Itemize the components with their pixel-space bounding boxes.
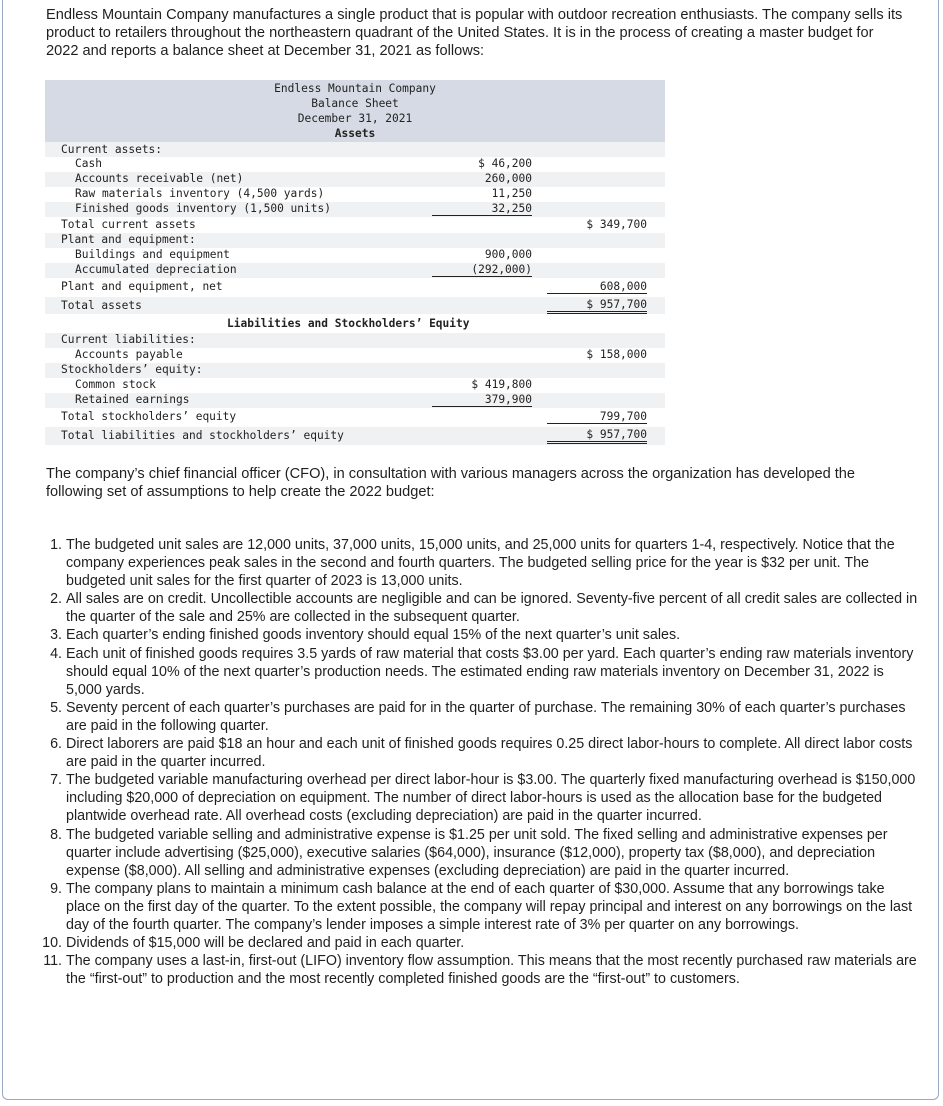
cs-label: Common stock — [75, 378, 156, 391]
assumption-item: 5. Seventy percent of each quarter’s purchases are paid for in the quarter of purchase. The remaining 30% of each quarter’s purchases are paid in the following quarter. — [66, 699, 918, 735]
re-label: Retained earnings — [75, 393, 190, 406]
total-assets-label: Total assets — [61, 299, 142, 312]
total-liab-se-value: $ 957,700 — [547, 428, 647, 444]
assumption-item: 6. Direct laborers are paid $18 an hour and each unit of finished goods requires 0.25 direct labor-hours to complete. All direct labor costs are paid in the quarter incurred. — [66, 735, 918, 771]
row-plant-net — [45, 280, 665, 295]
statement-title: Balance Sheet — [311, 97, 399, 110]
ar-value: 260,000 — [484, 172, 532, 185]
row-finished-goods — [45, 202, 665, 217]
row-total-liabilities-equity — [45, 427, 665, 445]
liabilities-heading: Liabilities and Stockholders’ Equity — [227, 317, 470, 330]
statement-date: December 31, 2021 — [297, 112, 413, 125]
row-liabilities-heading — [45, 317, 665, 332]
row-cash — [45, 157, 665, 172]
plant-net-label: Plant and equipment, net — [61, 280, 223, 293]
total-current-assets-value: $ 349,700 — [586, 218, 647, 231]
row-accounts-receivable — [45, 172, 665, 187]
assumption-item: 1. The budgeted unit sales are 12,000 units, 37,000 units, 15,000 units, and 25,000 units for quarters 1-4, respectively. Notice that the company experiences peak sales in the second and fourth quarters. The budgeted selling price for the year is $32 per unit. The budgeted unit sales for the first quarter of 2023 is 13,000 units. — [66, 536, 918, 590]
row-buildings — [45, 248, 665, 263]
row-common-stock — [45, 378, 665, 393]
row-total-assets — [45, 297, 665, 314]
assumption-item: 8. The budgeted variable selling and administrative expense is $1.25 per unit sold. The fixed selling and administrative expenses per quarter include advertising ($25,000), executive salaries ($64,000), insurance ($12,000), property tax ($8,000), and depreciation expense ($8,000). All selling and administrative expenses (excluding depreciation) are paid in the quarter incurred. — [66, 826, 918, 880]
current-liabilities-label: Current liabilities: — [61, 333, 196, 346]
plant-net-value: 608,000 — [547, 280, 647, 294]
balance-sheet-header — [45, 80, 665, 142]
buildings-value: 900,000 — [484, 248, 532, 261]
ap-value: $ 158,000 — [586, 348, 647, 361]
company-name: Endless Mountain Company — [274, 82, 436, 95]
cfo-paragraph: The company’s chief financial officer (CFO), in consultation with various managers across the organization has developed the following set of assumptions to help create the 2022 budget: — [46, 466, 856, 501]
row-accumulated-depreciation — [45, 263, 665, 278]
assumption-item: 3. Each quarter’s ending finished goods inventory should equal 15% of the next quarter’s unit sales. — [66, 626, 918, 644]
buildings-label: Buildings and equipment — [75, 248, 230, 261]
row-current-assets — [45, 142, 665, 157]
se-label: Stockholders’ equity: — [61, 363, 203, 376]
total-liab-se-label: Total liabilities and stockholders’ equity — [61, 429, 344, 442]
fg-value: 32,250 — [432, 202, 532, 216]
row-raw-materials — [45, 187, 665, 202]
row-current-liabilities — [45, 333, 665, 348]
cash-label: Cash — [75, 157, 102, 170]
cs-value: $ 419,800 — [471, 378, 532, 391]
plant-label: Plant and equipment: — [61, 233, 196, 246]
row-total-stockholders-equity — [45, 410, 665, 425]
rm-value: 11,250 — [491, 187, 532, 200]
assumption-item: 9. The company plans to maintain a minimum cash balance at the end of each quarter of $30,000. Assume that any borrowings take place on the first day of the quarter. To the extent possible, the company will repay principal and interest on any borrowings on the last day of the fourth quarter. The company’s lender imposes a simple interest rate of 3% per quarter on any borrowings. — [66, 880, 918, 934]
total-current-assets-label: Total current assets — [61, 218, 196, 231]
assumption-item: 4. Each unit of finished goods requires 3.5 yards of raw material that costs $3.00 per yard. Each quarter’s ending raw materials inventory should equal 10% of the next quarter’s production needs. The estimated ending raw materials inventory on December 31, 2022 is 5,000 yards. — [66, 645, 918, 699]
row-retained-earnings — [45, 393, 665, 408]
assumption-item: 11. The company uses a last-in, first-out (LIFO) inventory flow assumption. This means that the most recently purchased raw materials are the “first-out” to production and the most recently completed finished goods are the “first-out” to customers. — [66, 952, 918, 988]
balance-sheet — [45, 80, 665, 442]
ap-label: Accounts payable — [75, 348, 183, 361]
assumption-item: 10. Dividends of $15,000 will be declared and paid in each quarter. — [66, 934, 918, 952]
row-total-current-assets — [45, 218, 665, 233]
current-assets-label: Current assets: — [61, 143, 163, 156]
fg-label: Finished goods inventory (1,500 units) — [75, 202, 331, 215]
accum-dep-value: (292,000) — [432, 263, 532, 277]
assumption-item: 2. All sales are on credit. Uncollectible accounts are negligible and can be ignored. Seventy-five percent of all credit sales are collected in the quarter of the sale and 25% are collected in the subsequent quarter. — [66, 590, 918, 626]
assumption-item: 7. The budgeted variable manufacturing overhead per direct labor-hour is $3.00. The quarterly fixed manufacturing overhead is $150,000 including $20,000 of depreciation on equipment. The number of direct labor-hours is used as the allocation base for the budgeted plantwide overhead rate. All overhead costs (excluding depreciation) are paid in the quarter incurred. — [66, 771, 918, 825]
re-value: 379,900 — [432, 393, 532, 407]
row-plant-equipment — [45, 233, 665, 248]
assets-heading: Assets — [334, 127, 376, 140]
row-accounts-payable — [45, 348, 665, 363]
accum-dep-label: Accumulated depreciation — [75, 263, 237, 276]
cash-value: $ 46,200 — [478, 157, 532, 170]
total-se-value: 799,700 — [547, 410, 647, 424]
total-assets-value: $ 957,700 — [547, 298, 647, 314]
ar-label: Accounts receivable (net) — [75, 172, 244, 185]
row-stockholders-equity — [45, 363, 665, 378]
rm-label: Raw materials inventory (4,500 yards) — [75, 187, 325, 200]
total-se-label: Total stockholders’ equity — [61, 410, 237, 423]
intro-paragraph: Endless Mountain Company manufactures a single product that is popular with outdoor recreation enthusiasts. The company sells its product to retailers throughout the northeastern quadrant of the United States. It is in the process of creating a master budget for 2022 and reports a balance sheet at December 31, 2021 as follows: — [46, 7, 903, 60]
assumptions-list — [48, 536, 918, 988]
